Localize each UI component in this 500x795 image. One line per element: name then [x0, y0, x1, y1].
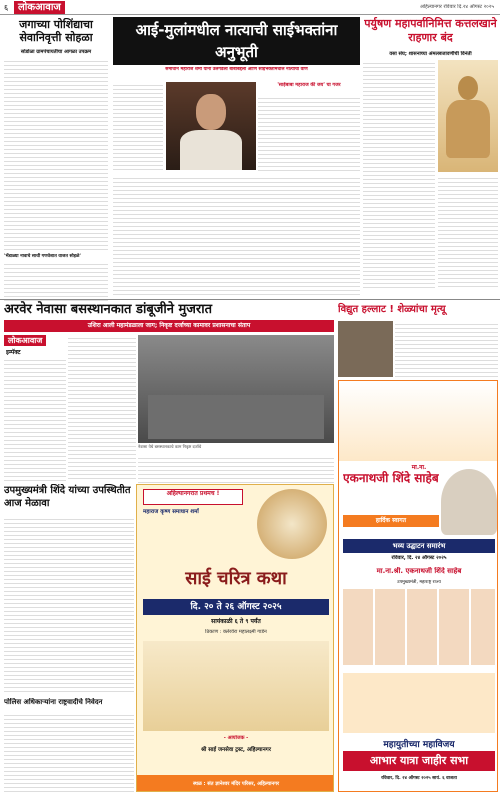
goats-article [395, 321, 498, 377]
preacher-photo [166, 82, 256, 170]
banner-headline: अरवेर नेवासा बसस्थानकात डांबूजीने मुजरात [4, 302, 213, 317]
left-subhead: सोडोळा ग्रामपंचायतीचा आगळा उपक्रम [20, 49, 92, 55]
ad-footer-main: आभार यात्रा जाहीर सभा [343, 751, 495, 771]
shinde-headline: उपमुख्यमंत्री शिंदे यांच्या उपस्थितीत आज मेळावा [4, 485, 131, 509]
center-article-col3 [258, 95, 360, 172]
banner-body-col2 [68, 335, 136, 482]
banner-body-col1 [4, 357, 66, 482]
ad-guest-grid [343, 589, 495, 665]
preacher-face [196, 94, 226, 130]
ad-bottom-bar: स्थळ : संत ज्ञानेश्वर मंदिर परिसर, अहिल्यानगर [137, 775, 334, 792]
police-article [4, 712, 134, 792]
center-article-bottom [113, 175, 360, 297]
right-subhead: वसा संघ; शासनाच्या अंमलबजावणीची विनंती [389, 51, 472, 57]
ad-organizer: श्री साई जनसेवा ट्रस्ट, अहिल्यानगर [200, 747, 271, 753]
ad-chief-guest: मा.ना.श्री. एकनाथजी शिंदे साहेब [376, 567, 462, 575]
newspaper-logo: लोकआवाज [14, 1, 65, 14]
center-quote: 'साईबाबा महाराज की जय' चा गजर [277, 83, 341, 88]
divider [0, 299, 500, 300]
center-headline: आई-मुलांमधील नात्याची साईभक्तांना अनुभूती [113, 17, 360, 65]
ad-time: सायंकाळी ६ ते ९ पर्यंत [211, 618, 261, 625]
right-article-body [363, 60, 435, 290]
ad-chief-sub: उपमुख्यमंत्री, महाराष्ट्र राज्य [397, 580, 441, 585]
left-article-body-2 [4, 261, 108, 301]
right-headline: पर्युषण महापर्वानिमित्त कत्तलखाने राहणार बंद [364, 17, 497, 44]
ad-place: ठिकाण : क्लेरवेरा महालक्ष्मी गार्डन [205, 629, 267, 635]
ad-name: एकनाथजी शिंदे साहेब [343, 471, 439, 485]
banner-right-headline: विद्युत हल्लाट ! शेळ्यांचा मृत्यू [338, 304, 446, 315]
left-article-body [4, 58, 108, 250]
dateline: अहिल्यानगर रविवार दि.२४ ऑगस्ट २०२५ [419, 4, 494, 10]
sai-katha-ad [136, 484, 334, 792]
ad-organizer-label: - आयोजक - [223, 735, 249, 741]
banner-subhead: उशिरा आली महामंडळाला जाग; निकृष्ट दर्जाच्या कामावर प्रशासनाचा संताप [4, 320, 334, 332]
page-number: ६ [4, 3, 9, 12]
shinde-welcome-ad [338, 380, 498, 792]
ad-footer-date: रविवार, दि. २४ ऑगस्ट २०२५ सायं. ६ वाजता [381, 776, 457, 781]
ad-photo-row [339, 381, 498, 461]
center-article-col1 [113, 82, 163, 172]
shinde-portrait [441, 469, 497, 535]
bus-photo-caption: नेवासा येथे बसस्थानकाचे काम निकृष्ट दर्जाचे [138, 444, 202, 449]
ad-event: भव्य उद्घाटन समारंभ [343, 539, 495, 553]
ad-greeting: हार्दिक स्वागत [343, 515, 439, 527]
left-headline: जगाच्या पोशिंद्याचा सेवानिवृत्ती सोहळा [19, 18, 93, 44]
preacher-robe [180, 130, 242, 170]
ad-photo-strip [143, 641, 329, 731]
shinde-article [4, 516, 134, 694]
jain-statue-image [438, 60, 498, 172]
ad-footer-title: महायुतीच्या महाविजय [383, 740, 455, 750]
statue-body [446, 100, 490, 158]
photo-ground [148, 395, 324, 439]
left-subhead-2: 'भेंडाळ्या नावाचे साथी गणवेशात वाजत सोहळे' [4, 254, 81, 259]
ad-leaders-photos [343, 673, 495, 733]
ad-preacher-name: महाराज कृष्ण समाधान शर्मा [143, 509, 199, 515]
ad-wish: मा.ना. [411, 464, 427, 471]
ad-event-title: साई चरित्र कथा [185, 568, 287, 589]
ad-top-tag: अहिल्यानगरात प्रथमच ! [143, 489, 243, 505]
saibaba-image [257, 489, 327, 559]
banner-body-bottom [138, 455, 334, 483]
goats-photo [338, 321, 393, 377]
center-subhead: समाधान महाराज शर्मा यांनी उलगडली बाबांबद्दली आणि साईभक्तांमधील नात्याची वीण [165, 67, 308, 72]
logo-impact: लोकआवाज [4, 335, 46, 346]
right-article-body-2 [438, 175, 498, 290]
bus-stand-photo [138, 335, 334, 443]
ad-dates: दि. २० ते २६ ऑगस्ट २०२५ [143, 599, 329, 615]
ad-date-line: रविवार, दि. २४ ऑगस्ट २०२५ [391, 555, 447, 561]
impact-tag: इम्पॅक्ट [6, 349, 21, 356]
police-headline: पोलिस अधिकाऱ्यांना राष्ट्रवादीचे निवेदन [4, 698, 103, 706]
statue-head [458, 76, 478, 100]
page-header [0, 0, 500, 15]
